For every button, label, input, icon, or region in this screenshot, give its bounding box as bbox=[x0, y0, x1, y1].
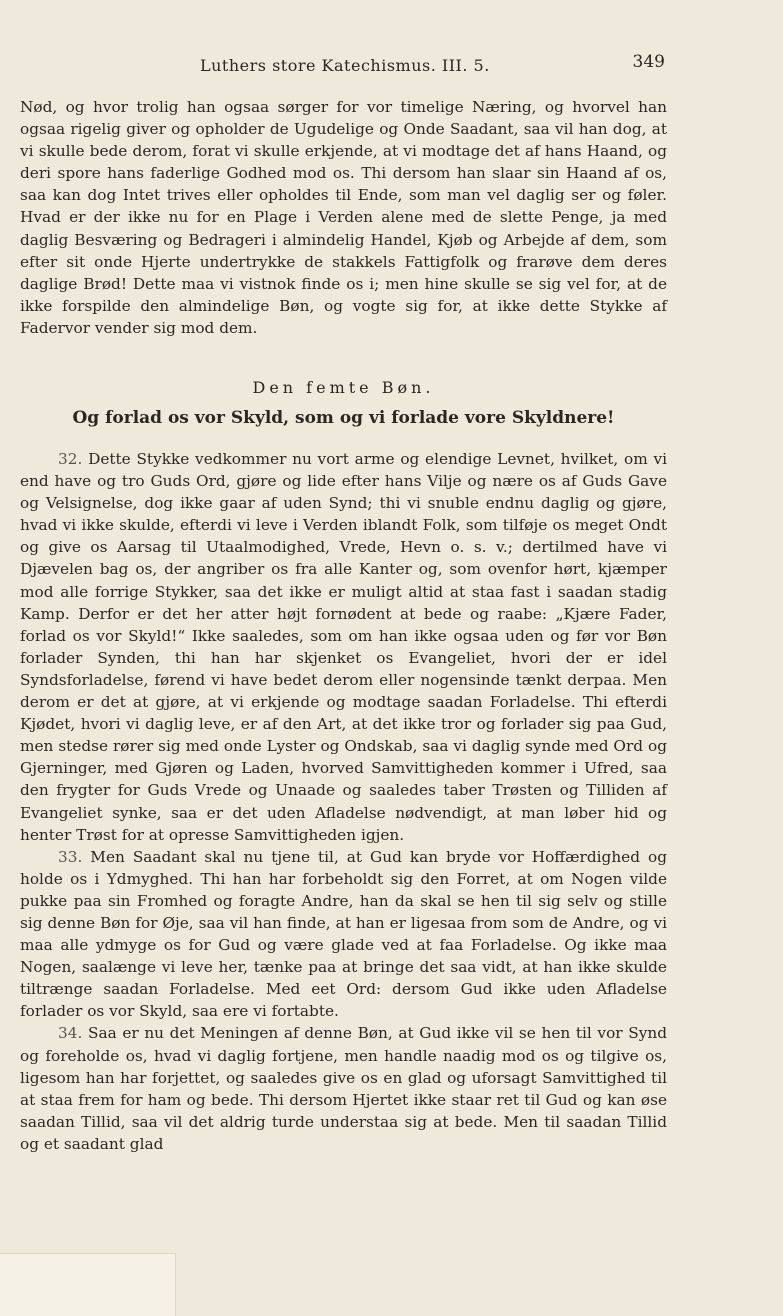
paragraph-33 bbox=[20, 846, 667, 1023]
running-header: Luthers store Katechismus. III. 5. bbox=[200, 56, 490, 75]
petition-heading: Og forlad os vor Skyld, som og vi forlade vore Skyldnere! bbox=[72, 408, 615, 428]
paragraph-32 bbox=[20, 448, 667, 846]
body-text bbox=[20, 448, 667, 1155]
paragraph-34 bbox=[20, 1022, 667, 1155]
scan-corner-tab bbox=[0, 1253, 176, 1316]
paragraph-number: 34. bbox=[58, 1024, 83, 1043]
paragraph-text: Dette Stykke vedkommer nu vort arme og elendige Levnet, hvilket, om vi end have og tro Guds Ord, gjøre og lide efter hans Vilje og nære os af Guds Gave og Velsignelse, dog ikke gaar af uden Synd; thi vi snuble endnu daglig og gjøre, hvad vi ikke skulde, efterdi vi leve i Verden iblandt Folk, som tilføje os meget Ondt og give os Aarsag til Utaalmodighed, Vrede, Hevn o. s. v.; dertilmed have vi Djævelen bag os, der angriber os fra alle Kanter og, som ovenfor hørt, kjæmper mod alle forrige Stykker, saa det ikke er muligt altid at staa fast i saadan stadig Kamp. Derfor er det her atter højt fornødent at bede og raabe: „Kjære Fader, forlad os vor Skyld!“ Ikke saaledes, som om han ikke ogsaa uden og før vor Bøn forlader Synden, thi han har skjenket os Evangeliet, hvori der er idel Syndsforladelse, førend vi have bedet derom eller nogensinde tænkt derpaa. Men derom er det at gjøre, at vi erkjende og modtage saadan Forladelse. Thi efterdi Kjødet, hvori vi daglig leve, er af den Art, at det ikke tror og forlader sig paa Gud, men stedse rører sig med onde Lyster og Ondskab, saa vi daglig synde med Ord og Gjerninger, med Gjøren og Laden, hvorved Samvittigheden kommer i Ufred, saa den frygter for Guds Vrede og Unaade og saaledes taber Trøsten og Tilliden af Evangeliet synke, saa er det uden Afladelse nødvendigt, at man løber hid og henter Trøst for at opresse Samvittigheden igjen. bbox=[20, 450, 667, 844]
continuation-block bbox=[20, 96, 667, 339]
paragraph-text: Saa er nu det Meningen af denne Bøn, at Gud ikke vil se hen til vor Synd og foreholde os, hvad vi daglig fortjene, men handle naadig mod os og tilgive os, ligesom han har forjettet, og saaledes give os en glad og uforsagt Samvittighed til at staa frem for ham og bede. Thi dersom Hjertet ikke staar ret til Gud og kan øse saadan Tillid, saa vil det aldrig turde understaa sig at bede. Men til saadan Tillid og et saadant glad bbox=[20, 1024, 667, 1153]
page-number: 349 bbox=[632, 52, 665, 72]
paragraph-number: 33. bbox=[58, 847, 83, 866]
paragraph-text: Men Saadant skal nu tjene til, at Gud kan bryde vor Hoffærdighed og holde os i Ydmyghed. Thi han har forbeholdt sig den Forret, at om Nogen vilde pukke paa sin Fromhed og foragte Andre, han da skal se hen til sig selv og stille sig denne Bøn for Øje, saa vil han finde, at han er ligesaa from som de Andre, og vi maa alle ydmyge os for Gud og være glade ved at faa Forladelse. Og ikke maa Nogen, saalænge vi leve her, tænke paa at bringe det saa vidt, at han ikke skulde tiltrænge saadan Forladelse. Med eet Ord: dersom Gud ikke uden Afladelse forlader os vor Skyld, saa ere vi fortabte. bbox=[20, 847, 667, 1021]
continuation-paragraph: Nød, og hvor trolig han ogsaa sørger for vor timelige Næring, og hvorvel han ogsaa rigelig giver og opholder de Ugudelige og Onde Saadant, saa vil han dog, at vi skulle bede derom, forat vi skulle erkjende, at vi modtage det af hans Haand, og deri spore hans faderlige Godhed mod os. Thi dersom han slaar sin Haand af os, saa kan dog Intet trives eller opholdes til Ende, som man vel daglig ser og føler. Hvad er der ikke nu for en Plage i Verden alene med de slette Penge, ja med daglig Besværing og Bedrageri i almindelig Handel, Kjøb og Arbejde af dem, som efter sit onde Hjerte undertrykke de stakkels Fattigfolk og frarøve dem deres daglige Brød! Dette maa vi vistnok finde os i; men hine skulle se sig vel for, at de ikke forspilde den almindelige Bøn, og vogte sig for, at ikke dette Stykke af Fadervor vender sig mod dem. bbox=[20, 98, 667, 337]
paragraph-number: 32. bbox=[58, 450, 83, 468]
section-title: Den femte Bøn. bbox=[252, 378, 435, 397]
